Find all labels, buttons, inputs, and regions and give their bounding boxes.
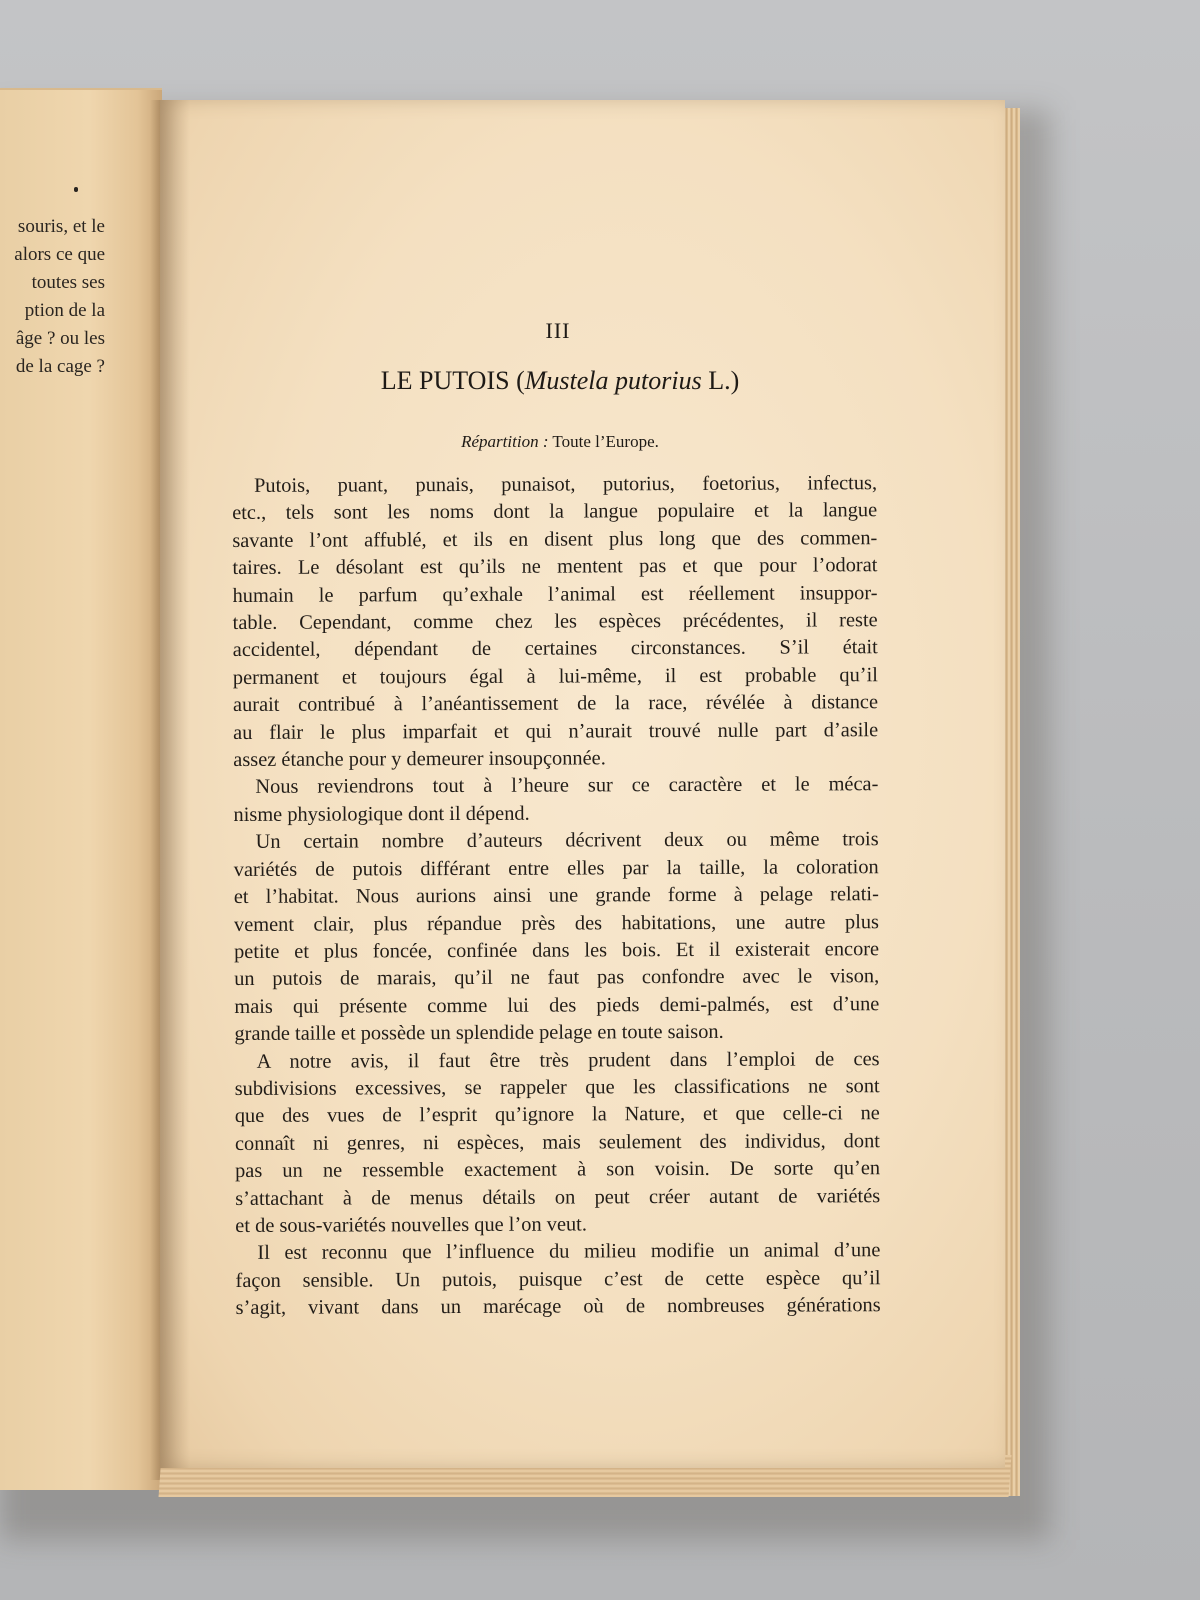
text-line: petite et plus foncée, confinée dans les bois. Et il existerait encore — [234, 938, 880, 963]
text-line: table. Cependant, comme chez les espèces précédentes, il reste — [232, 609, 878, 635]
text-line: Il est reconnu que l’influence du milieu modifie un animal d’une — [257, 1239, 881, 1265]
left-page-line: souris, et le — [17, 216, 105, 237]
chapter-title-main: LE PUTOIS ( — [380, 366, 525, 395]
text-line: Un certain nombre d’auteurs décrivent deux ou même trois — [255, 828, 879, 854]
text-line: accidentel, dépendant de certaines circonstances. S’il était — [232, 636, 878, 662]
body-text — [232, 470, 881, 1322]
ink-dot — [74, 187, 78, 192]
text-line: A notre avis, il faut être très prudent dans l’emploi de ces — [256, 1047, 880, 1073]
text-line: taires. Le désolant est qu’ils ne mentent pas et que pour l’odorat — [232, 554, 878, 580]
left-page-text — [0, 213, 105, 381]
left-page-line: âge ? ou les — [15, 328, 105, 349]
distribution-value: Toute l’Europe. — [548, 432, 659, 451]
chapter-title-end: L.) — [701, 366, 740, 395]
distribution-note — [360, 432, 760, 452]
text-line: assez étanche pour y demeurer insoupçonnée. — [233, 747, 606, 772]
text-line: permanent et toujours égal à lui-même, il est probable qu’il — [232, 664, 878, 689]
left-page-line: toutes ses — [31, 272, 105, 293]
text-line: un putois de marais, qu’il ne faut pas confondre avec le vison, — [234, 965, 880, 991]
text-line: grande taille et possède un splendide pelage en toute saison. — [234, 1020, 724, 1046]
distribution-label: Répartition : — [461, 432, 549, 451]
text-line: subdivisions excessives, se rappeler que les classifications ne sont — [234, 1075, 880, 1100]
text-line: au flair le plus imparfait et qui n’aurait trouvé nulle part d’asile — [233, 718, 879, 744]
text-line: façon sensible. Un putois, puisque c’est de cette espèce qu’il — [235, 1266, 881, 1292]
chapter-title — [320, 366, 800, 396]
text-line: pas un ne ressemble exactement à son voisin. De sorte qu’en — [234, 1157, 881, 1183]
left-page-line: alors ce que — [14, 244, 105, 265]
text-line: et de sous-variétés nouvelles que l’on veut. — [235, 1213, 587, 1237]
text-line: etc., tels sont les noms dont la langue populaire et la langue — [232, 499, 878, 525]
text-line: variétés de putois différant entre elles par la taille, la coloration — [233, 855, 879, 881]
text-line: mais qui présente comme lui des pieds demi-palmés, est d’une — [234, 992, 880, 1018]
chapter-number: III — [545, 318, 571, 343]
text-line: nisme physiologique dont il dépend. — [233, 802, 530, 826]
right-page-gutter — [160, 100, 190, 1468]
text-line: aurait contribué à l’anéantissement de la race, révélée à distance — [232, 691, 879, 717]
left-page-line: ption de la — [24, 300, 105, 321]
text-line: que des vues de l’esprit qu’ignore la Nature, et que celle-ci ne — [234, 1102, 880, 1128]
text-line: Nous reviendrons tout à l’heure sur ce caractère et le méca- — [255, 773, 879, 799]
text-line: s’attachant à de menus détails on peut créer autant de variétés — [235, 1184, 881, 1210]
chapter-title-species: Mustela putorius — [524, 366, 702, 395]
text-line: et l’habitat. Nous aurions ainsi une grande forme à pelage relati- — [233, 883, 879, 909]
text-line: Putois, puant, punais, punaisot, putorius, foetorius, infectus, — [254, 472, 878, 497]
text-line: humain le parfum qu’exhale l’animal est réellement insuppor- — [232, 581, 878, 607]
text-line: vement clair, plus répandue près des habitations, une autre plus — [233, 910, 880, 936]
text-line: s’agit, vivant dans un marécage où de nombreuses générations — [235, 1294, 881, 1320]
text-line: connaît ni genres, ni espèces, mais seulement des individus, dont — [234, 1129, 880, 1155]
left-page-line: de la cage ? — [15, 356, 105, 377]
text-line: savante l’ont affublé, et ils en disent plus long que des commen- — [232, 526, 878, 552]
